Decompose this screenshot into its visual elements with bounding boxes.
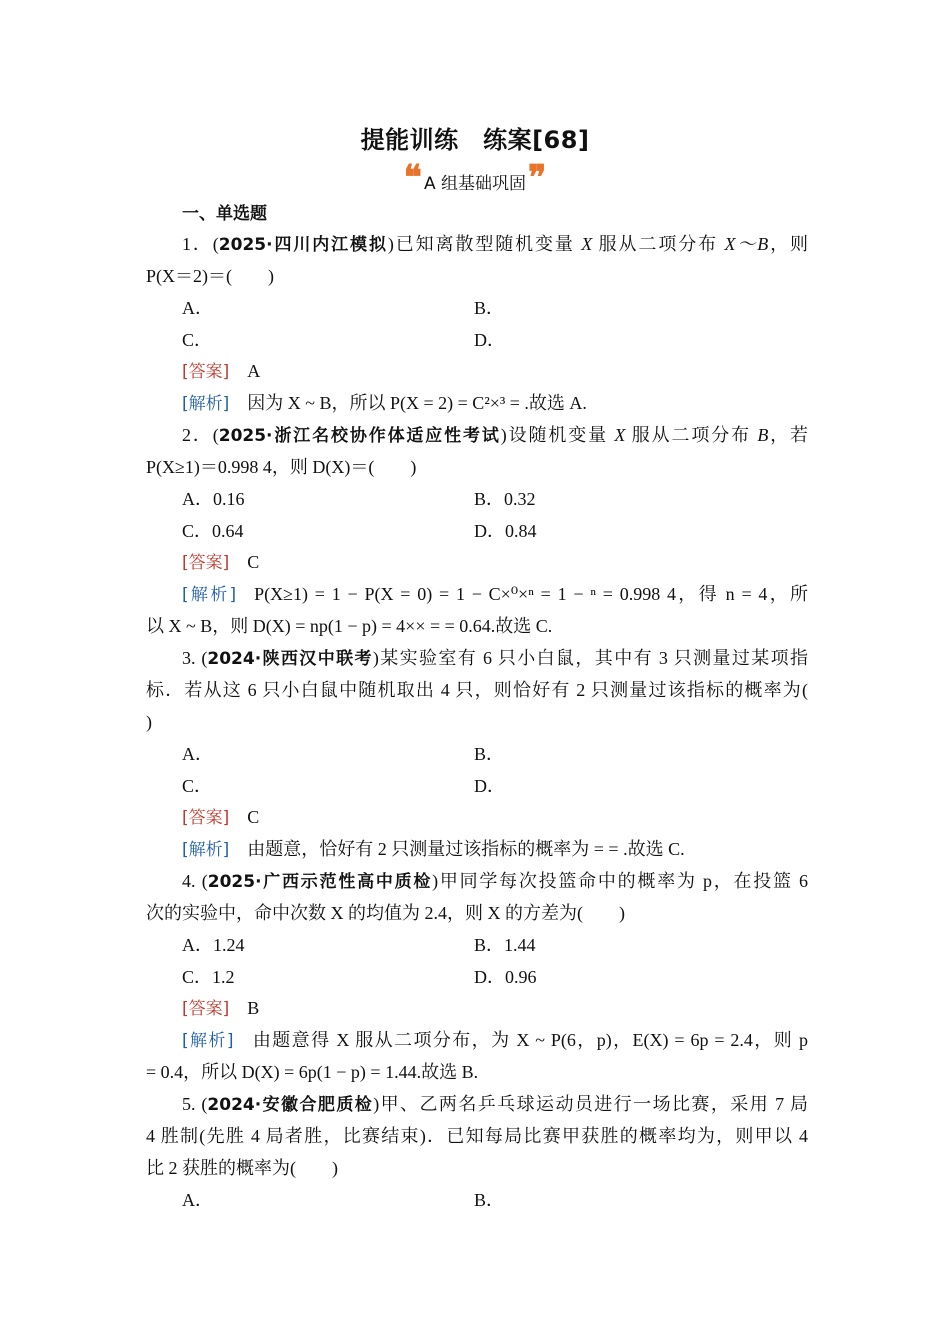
q1-answer: [答案] A [182, 361, 261, 382]
section-heading: 一、单选题 [182, 204, 267, 224]
q4-option-d: D．0.96 [474, 967, 537, 987]
q3-option-c: C． [182, 776, 213, 796]
q3-option-b: B． [474, 744, 505, 764]
q1-option-c: C． [182, 330, 213, 350]
q2-stem-line2: P(X≥1)＝0.998 4，则 D(X)＝( ) [146, 457, 417, 477]
q2-explanation-line2: 以 X ~ B，则 D(X) = np(1 − p) = 4×× = = 0.64.故选 C. [146, 616, 553, 636]
q5-source: 2024·安徽合肥质检 [207, 1095, 374, 1115]
q1-option-d: D． [474, 330, 505, 350]
q4-stem-line2: 次的实验中，命中次数 X 的均值为 2.4，则 X 的方差为( ) [146, 903, 625, 923]
q5-option-a: A． [182, 1190, 213, 1210]
q4-explanation-line2: = 0.4，所以 D(X) = 6p(1 − p) = 1.44.故选 B. [146, 1062, 479, 1082]
q1-option-b: B． [474, 298, 505, 318]
q3-source: 2024·陕西汉中联考 [207, 649, 373, 669]
q3-explanation: [解析] 由题意，恰好有 2 只测量过该指标的概率为 = = .故选 C. [182, 839, 685, 860]
explain-tag: [解析] [182, 394, 230, 414]
q1-explanation: [解析] 因为 X ~ B，所以 P(X = 2) = C²×³ = .故选 A. [182, 393, 587, 414]
q2-option-c: C．0.64 [182, 521, 244, 541]
q4-answer: [答案] B [182, 998, 260, 1019]
answer-tag: [答案] [182, 362, 230, 382]
q4-option-c: C．1.2 [182, 967, 235, 987]
q3-answer: [答案] C [182, 807, 260, 828]
group-label: A 组基础巩固 [423, 173, 527, 194]
q3-option-d: D． [474, 776, 505, 796]
q2-answer: [答案] C [182, 552, 260, 573]
q4-option-b: B．1.44 [474, 935, 536, 955]
q5-option-b: B． [474, 1190, 505, 1210]
q2-stem-line1: 2．(2025·浙江名校协作体适应性考试)设随机变量 X 服从二项分布 B，若 [182, 425, 809, 446]
right-quote-icon: ❞ [528, 158, 547, 198]
q5-stem-line1: 5. (2024·安徽合肥质检)甲、乙两名乒乓球运动员进行一场比赛，采用 7 局 [182, 1094, 808, 1115]
q1-stem-line2: P(X＝2)＝( ) [146, 266, 274, 286]
q1-source: 2025·四川内江模拟 [218, 235, 388, 255]
q1-option-a: A． [182, 298, 213, 318]
left-quote-icon: ❝ [403, 158, 422, 198]
q5-stem-line2: 4 胜制(先胜 4 局者胜，比赛结束)．已知每局比赛甲获胜的概率均为，则甲以 4 [146, 1126, 808, 1146]
q2-option-d: D．0.84 [474, 521, 537, 541]
q2-source: 2025·浙江名校协作体适应性考试 [218, 426, 501, 446]
q4-source: 2025·广西示范性高中质检 [207, 872, 433, 892]
q3-stem-line3: ) [146, 712, 152, 732]
q3-stem-line2: 标．若从这 6 只小白鼠中随机取出 4 只，则恰好有 2 只测量过该指标的概率为( [146, 680, 808, 700]
q1-stem-line1: 1．(2025·四川内江模拟)已知离散型随机变量 X 服从二项分布 X～B，则 [182, 234, 809, 255]
q3-option-a: A． [182, 744, 213, 764]
q2-option-a: A．0.16 [182, 489, 245, 509]
group-banner [0, 158, 950, 198]
q4-stem-line1: 4. (2025·广西示范性高中质检)甲同学每次投篮命中的概率为 p，在投篮 6 [182, 871, 809, 892]
page-title: 提能训练 练案[68] [360, 126, 590, 154]
q4-option-a: A．1.24 [182, 935, 245, 955]
q5-stem-line3: 比 2 获胜的概率为( ) [146, 1158, 338, 1178]
q3-stem-line1: 3. (2024·陕西汉中联考)某实验室有 6 只小白鼠，其中有 3 只测量过某项指 [182, 648, 809, 669]
q4-explanation-line1: [解析] 由题意得 X 服从二项分布，为 X ~ P(6，p)，E(X) = 6p = 2.4，则 p [182, 1030, 808, 1051]
q2-explanation-line1: [解析] P(X≥1) = 1 − P(X = 0) = 1 − C×⁰×ⁿ = 1 − ⁿ = 0.998 4，得 n = 4，所 [182, 584, 808, 605]
q2-option-b: B．0.32 [474, 489, 536, 509]
